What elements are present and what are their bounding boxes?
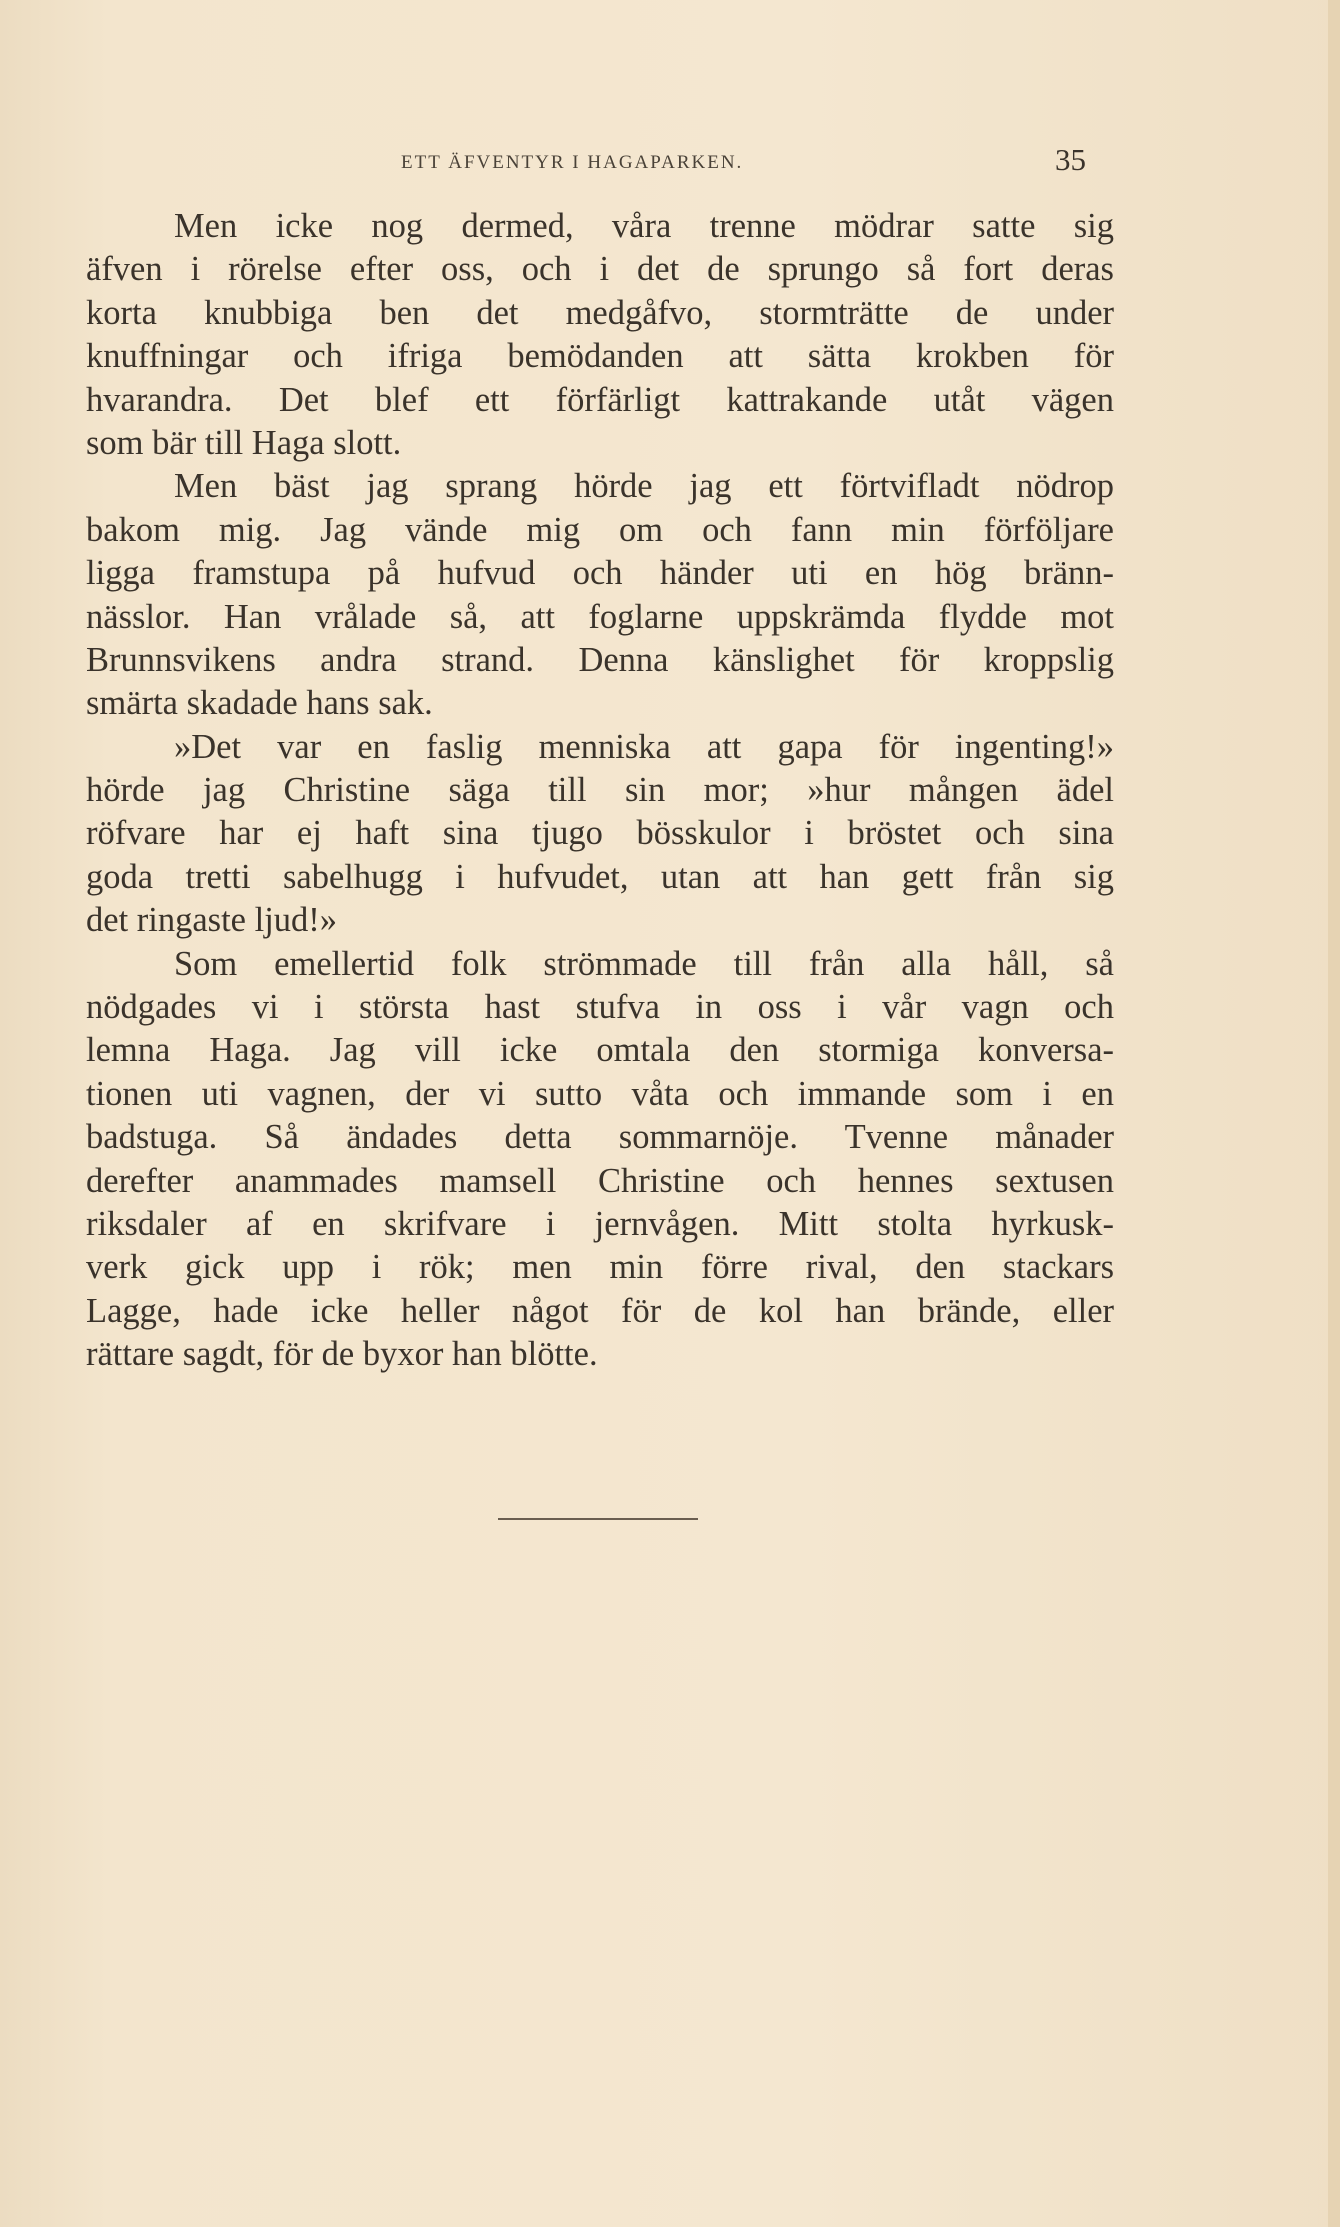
text-line: hörde jag Christine säga till sin mor; »hur mången ädel [86, 771, 1114, 810]
text-line: Som emellertid folk strömmade till från alla håll, så [174, 944, 1114, 983]
text-line: Men bäst jag sprang hörde jag ett förtvifladt nödrop [174, 467, 1114, 506]
text-line: derefter anammades mamsell Christine och hennes sextusen [86, 1161, 1114, 1200]
text-line: smärta skadade hans sak. [86, 684, 433, 723]
running-head: ETT ÄFVENTYR I HAGAPARKEN. [401, 152, 744, 173]
text-line: verk gick upp i rök; men min förre rival, den stackars [86, 1248, 1114, 1287]
text-line: äfven i rörelse efter oss, och i det de sprungo så fort deras [86, 250, 1114, 289]
text-line: knuffningar och ifriga bemödanden att sätta krokben för [86, 337, 1114, 376]
text-line: lemna Haga. Jag vill icke omtala den stormiga konversa- [86, 1031, 1114, 1070]
page-number: 35 [1055, 142, 1086, 177]
text-line: nödgades vi i största hast stufva in oss i vår vagn och [86, 988, 1114, 1027]
body-text [86, 205, 1114, 1377]
text-line: röfvare har ej haft sina tjugo bösskulor i bröstet och sina [86, 814, 1114, 853]
text-line: som bär till Haga slott. [86, 423, 402, 462]
text-line: Lagge, hade icke heller något för de kol han brände, eller [86, 1291, 1114, 1330]
text-line: goda tretti sabelhugg i hufvudet, utan att han gett från sig [86, 857, 1114, 896]
text-line: det ringaste ljud!» [86, 901, 338, 940]
text-line: bakom mig. Jag vände mig om och fann min förföljare [86, 510, 1114, 549]
text-line: tionen uti vagnen, der vi sutto våta och immande som i en [86, 1074, 1114, 1113]
text-line: »Det var en faslig menniska att gapa för ingenting!» [174, 727, 1114, 766]
text-line: korta knubbiga ben det medgåfvo, stormträtte de under [86, 293, 1114, 332]
text-line: badstuga. Så ändades detta sommarnöje. Tvenne månader [86, 1118, 1114, 1157]
page-header [86, 142, 1086, 182]
text-line: rättare sagdt, för de byxor han blötte. [86, 1335, 598, 1374]
text-line: Men icke nog dermed, våra trenne mödrar satte sig [174, 207, 1114, 245]
text-line: Brunnsvikens andra strand. Denna känslighet för kroppslig [86, 640, 1114, 679]
section-divider [498, 1518, 698, 1520]
page-edge [1328, 0, 1340, 2227]
text-line: hvarandra. Det blef ett förfärligt kattrakande utåt vägen [86, 380, 1114, 419]
text-line: riksdaler af en skrifvare i jernvågen. Mitt stolta hyrkusk- [86, 1204, 1114, 1243]
text-line: ligga framstupa på hufvud och händer uti en hög bränn- [86, 554, 1114, 593]
text-line: nässlor. Han vrålade så, att foglarne uppskrämda flydde mot [86, 597, 1114, 636]
